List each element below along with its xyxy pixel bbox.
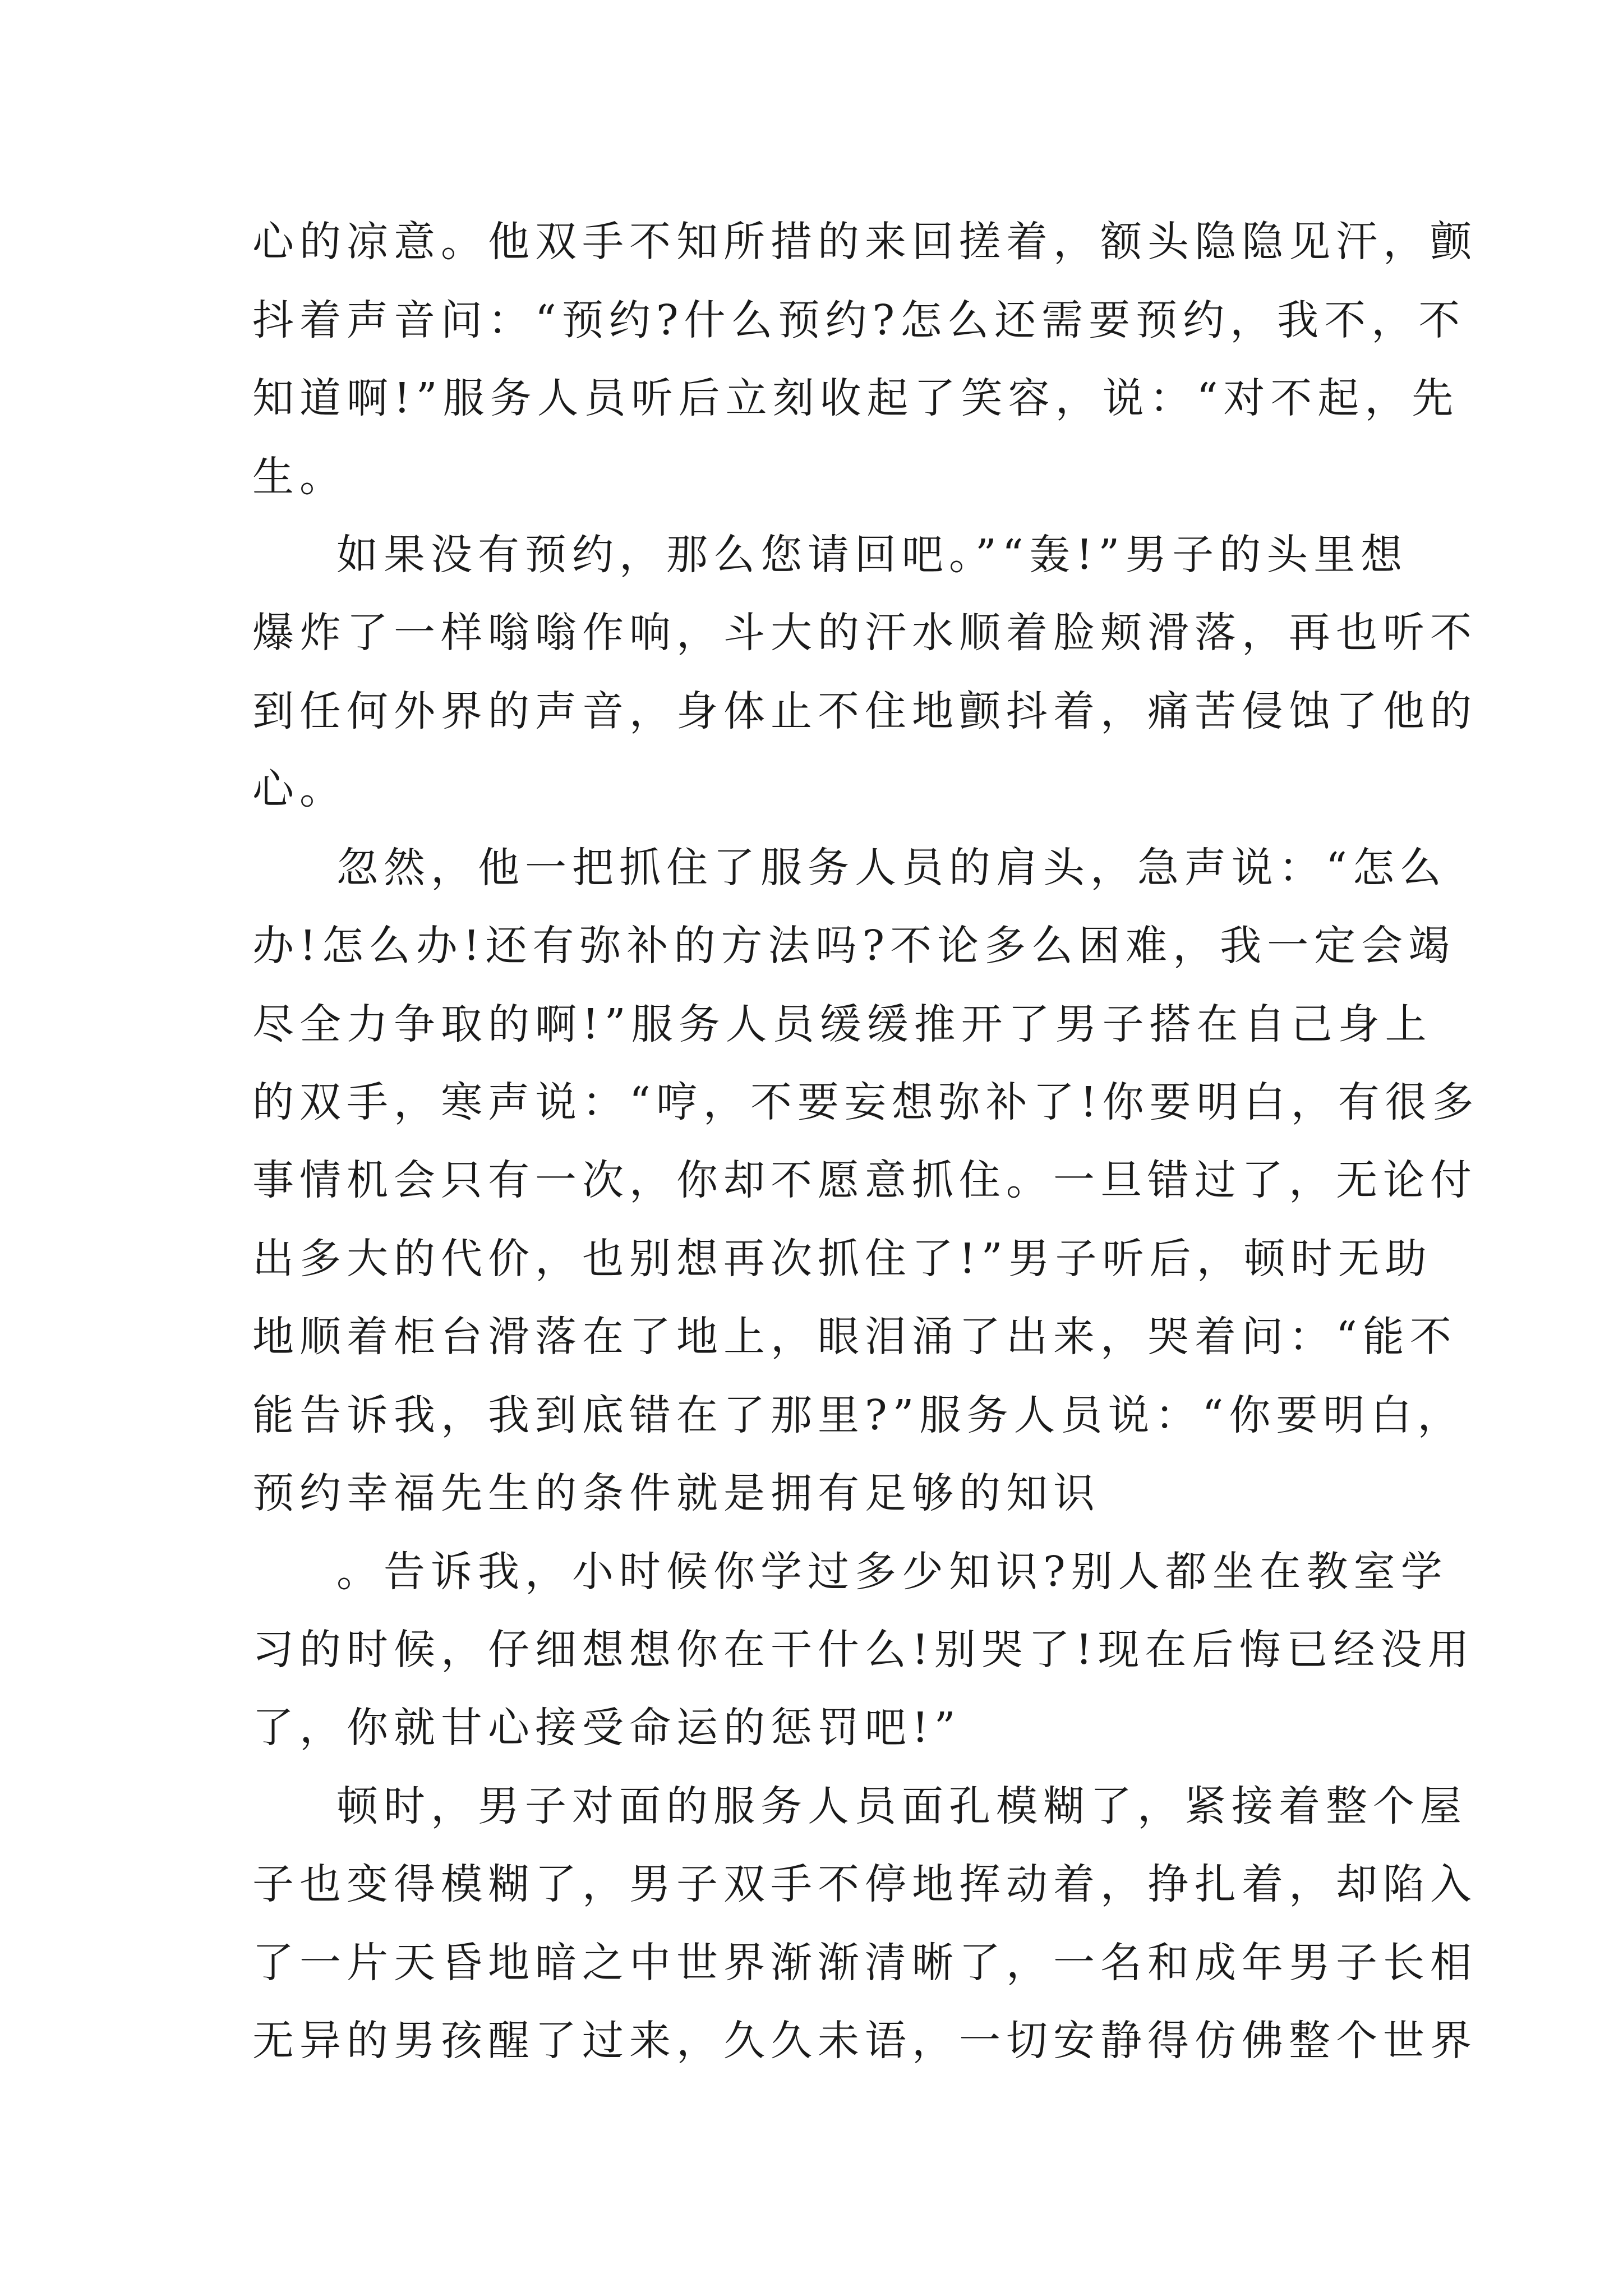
text-line: 地顺着柜台滑落在了地上，眼泪涌了出来，哭着问：“能不 [252,1313,1457,1361]
text-line: 子也变得模糊了，男子双手不停地挥动着，挣扎着，却陷入 [252,1860,1477,1908]
text-line: 心的凉意。他双手不知所措的来回搓着，额头隐隐见汗，颤 [252,218,1477,266]
text-line: 出多大的代价，也别想再次抓住了!”男子听后，顿时无助 [252,1235,1432,1283]
text-line: 了，你就甘心接受命运的惩罚吧!” [252,1704,961,1752]
text-line: 的双手，寒声说：“哼，不要妄想弥补了!你要明白，有很多 [252,1078,1479,1126]
text-line: 无异的男孩醒了过来，久久未语，一切安静得仿佛整个世界 [252,2017,1477,2065]
text-line: 习的时候，仔细想想你在干什么!别哭了!现在后悔已经没用 [252,1626,1475,1674]
text-line: 知道啊!”服务人员听后立刻收起了笑容，说：“对不起，先 [252,374,1459,422]
text-line: 尽全力争取的啊!”服务人员缓缓推开了男子搭在自己身上 [252,1000,1432,1048]
text-line: 事情机会只有一次，你却不愿意抓住。一旦错过了，无论付 [252,1156,1477,1204]
text-line: 办!怎么办!还有弥补的方法吗?不论多么困难，我一定会竭 [252,922,1456,970]
text-line: 生。 [252,453,347,501]
text-line: 抖着声音问：“预约?什么预约?怎么还需要预约，我不，不 [252,296,1466,344]
text-line: 预约幸福先生的条件就是拥有足够的知识 [252,1469,1100,1517]
text-line: 顿时，男子对面的服务人员面孔模糊了，紧接着整个屋 [336,1782,1467,1830]
text-line: 如果没有预约，那么您请回吧。”“轰!”男子的头里想 [336,531,1408,579]
text-line: 爆炸了一样嗡嗡作响，斗大的汗水顺着脸颊滑落，再也听不 [252,609,1477,657]
text-line: 。告诉我，小时候你学过多少知识?别人都坐在教室学 [336,1548,1448,1596]
text-line: 心。 [252,765,347,813]
text-line: 能告诉我，我到底错在了那里?”服务人员说：“你要明白， [252,1391,1465,1439]
text-line: 到任何外界的声音，身体止不住地颤抖着，痛苦侵蚀了他的 [252,687,1477,735]
text-line: 了一片天昏地暗之中世界渐渐清晰了，一名和成年男子长相 [252,1939,1477,1987]
text-line: 忽然，他一把抓住了服务人员的肩头，急声说：“怎么 [336,844,1447,892]
